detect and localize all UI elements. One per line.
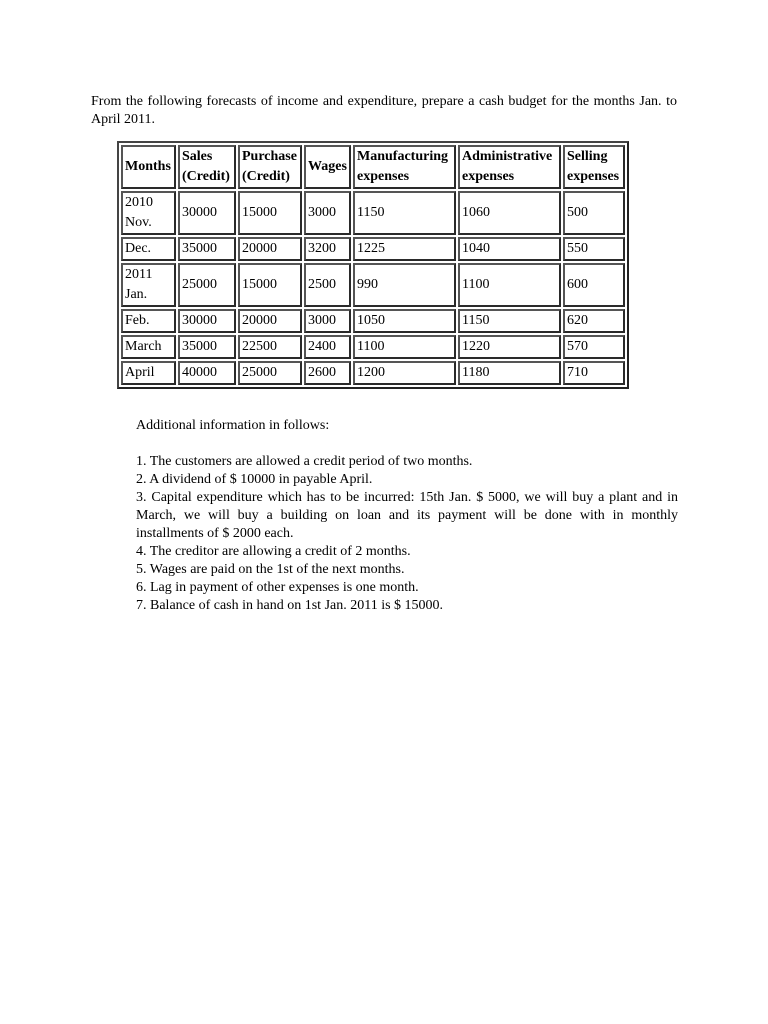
cell-purchase: 15000 — [238, 191, 302, 235]
cell-sales: 40000 — [178, 361, 236, 385]
list-item: 5. Wages are paid on the 1st of the next months. — [136, 562, 405, 577]
table-row — [121, 361, 625, 385]
header-administrative: Administrative expenses — [458, 145, 561, 189]
cell-selling: 550 — [563, 237, 625, 261]
cell-wages: 2600 — [304, 361, 351, 385]
cell-month: 2010 Nov. — [121, 191, 176, 235]
cell-wages: 2500 — [304, 263, 351, 307]
cell-manufacturing: 1200 — [353, 361, 456, 385]
cell-month: Feb. — [121, 309, 176, 333]
cell-wages: 3200 — [304, 237, 351, 261]
intro-paragraph: From the following forecasts of income and expenditure, prepare a cash budget for the months Jan. to April 2011. — [91, 94, 677, 127]
cell-month: April — [121, 361, 176, 385]
table-row — [121, 335, 625, 359]
list-item: 7. Balance of cash in hand on 1st Jan. 2011 is $ 15000. — [136, 598, 444, 613]
cell-month: March — [121, 335, 176, 359]
notes-list — [136, 453, 678, 615]
cell-sales: 25000 — [178, 263, 236, 307]
cell-manufacturing: 1225 — [353, 237, 456, 261]
list-item: 1. The customers are allowed a credit period of two months. — [136, 454, 473, 469]
cell-wages: 2400 — [304, 335, 351, 359]
cell-administrative: 1060 — [458, 191, 561, 235]
header-months: Months — [121, 145, 176, 189]
cell-selling: 600 — [563, 263, 625, 307]
cell-wages: 3000 — [304, 191, 351, 235]
cell-wages: 3000 — [304, 309, 351, 333]
list-item: 2. A dividend of $ 10000 in payable April. — [136, 472, 373, 487]
header-purchase: Purchase (Credit) — [238, 145, 302, 189]
table-row — [121, 263, 625, 307]
forecast-table — [119, 143, 627, 387]
cell-administrative: 1220 — [458, 335, 561, 359]
cell-month: Dec. — [121, 237, 176, 261]
cell-purchase: 22500 — [238, 335, 302, 359]
cell-administrative: 1100 — [458, 263, 561, 307]
table-row — [121, 237, 625, 261]
cell-manufacturing: 1150 — [353, 191, 456, 235]
list-item: 6. Lag in payment of other expenses is one month. — [136, 580, 419, 595]
cell-administrative: 1150 — [458, 309, 561, 333]
cell-selling: 500 — [563, 191, 625, 235]
header-manufacturing: Manufacturing expenses — [353, 145, 456, 189]
list-item: 3. Capital expenditure which has to be incurred: 15th Jan. $ 5000, we will buy a plant and in March, we will buy a building on loan and its payment will be done with in monthly installments of $ 2000 each. — [136, 490, 678, 541]
cell-purchase: 20000 — [238, 309, 302, 333]
cell-administrative: 1180 — [458, 361, 561, 385]
cell-sales: 35000 — [178, 237, 236, 261]
cell-purchase: 15000 — [238, 263, 302, 307]
cell-manufacturing: 990 — [353, 263, 456, 307]
table-header-row — [121, 145, 625, 189]
table-row — [121, 191, 625, 235]
cell-purchase: 25000 — [238, 361, 302, 385]
cell-month: 2011 Jan. — [121, 263, 176, 307]
budget-table-frame — [117, 141, 629, 389]
header-sales: Sales (Credit) — [178, 145, 236, 189]
header-selling: Selling expenses — [563, 145, 625, 189]
table-row — [121, 309, 625, 333]
cell-administrative: 1040 — [458, 237, 561, 261]
cell-manufacturing: 1100 — [353, 335, 456, 359]
cell-selling: 570 — [563, 335, 625, 359]
additional-title: Additional information in follows: — [136, 418, 330, 433]
header-wages: Wages — [304, 145, 351, 189]
additional-information — [136, 417, 678, 615]
cell-selling: 710 — [563, 361, 625, 385]
cell-manufacturing: 1050 — [353, 309, 456, 333]
cell-sales: 35000 — [178, 335, 236, 359]
list-item: 4. The creditor are allowing a credit of 2 months. — [136, 544, 411, 559]
cell-purchase: 20000 — [238, 237, 302, 261]
cell-sales: 30000 — [178, 191, 236, 235]
cell-selling: 620 — [563, 309, 625, 333]
cell-sales: 30000 — [178, 309, 236, 333]
